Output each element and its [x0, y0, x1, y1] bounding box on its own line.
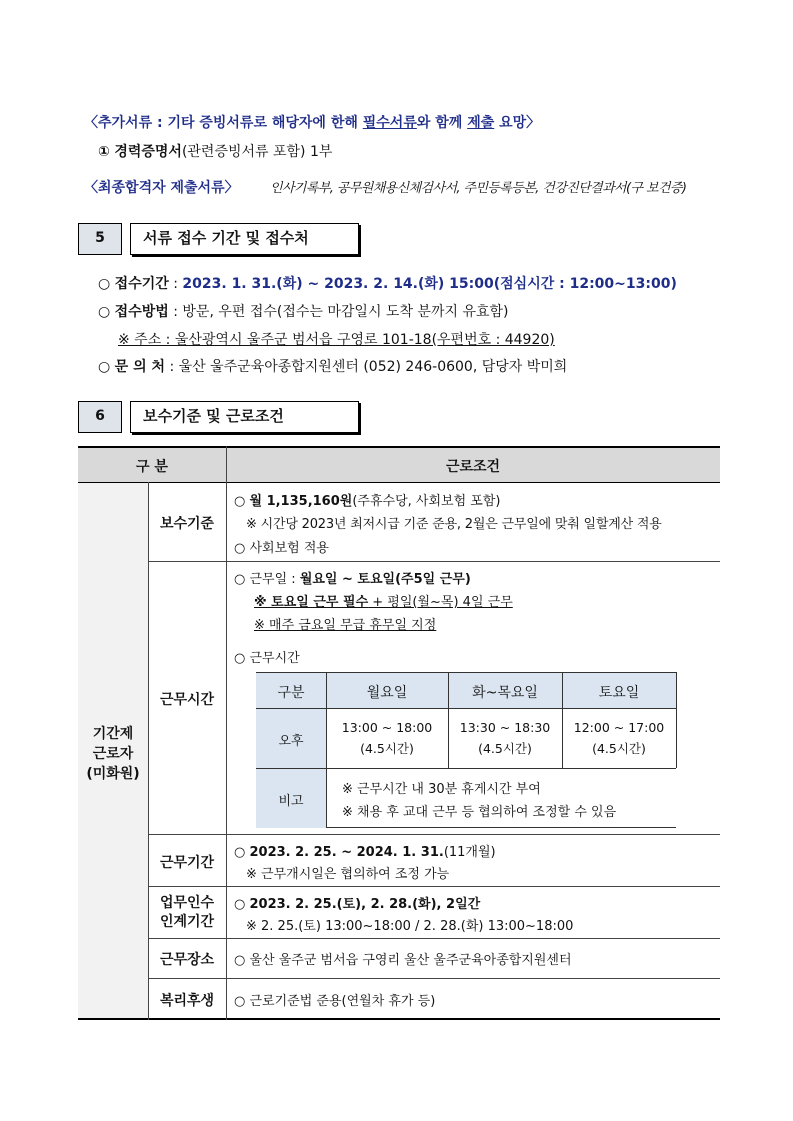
section5-title-box — [130, 223, 359, 255]
sched-dur-mon: (4.5시간) — [360, 741, 414, 756]
section6-title: 보수기준 및 근로조건 — [143, 407, 284, 425]
final-docs-list: 인사기록부, 공무원채용신체검사서, 주민등록등본, 건강진단결과서(구 보건증) — [270, 181, 687, 196]
hours-line2: ※ 토요일 근무 필수 + 평일(월~목) 4일 근무 — [254, 595, 513, 610]
welfare-label: 복리후생 — [159, 993, 215, 1009]
sched-header-1: 월요일 — [366, 685, 408, 701]
sched-dur-sat: (4.5시간) — [592, 741, 646, 756]
period-line2: ※ 근무개시일은 협의하여 조정 가능 — [246, 867, 450, 882]
sched-time-mon: 13:00 ~ 18:00 — [341, 720, 433, 735]
hours-line4: ○ 근무시간 — [234, 651, 300, 666]
hours-label: 근무시간 — [159, 692, 215, 708]
pay-line2: ※ 시간당 2023년 최저시급 기준 준용, 2월은 근무일에 맞춰 일할계산 적용 — [246, 517, 662, 532]
section5-number: 5 — [78, 223, 122, 255]
extra-docs-item: ① 경력증명서(관련증빙서류 포함) 1부 — [98, 144, 333, 160]
place-value: ○ 울산 울주군 범서읍 구영리 울산 울주군육아종합지원센터 — [234, 953, 572, 968]
period-label: 근무기간 — [159, 855, 215, 871]
pay-line3: ○ 사회보험 적용 — [234, 541, 329, 556]
period-line1: ○ 2023. 2. 25. ~ 2024. 1. 31.(11개월) — [234, 845, 496, 860]
hours-line3: ※ 매주 금요일 무급 휴무일 지정 — [254, 618, 437, 633]
section6-title-box — [130, 401, 359, 433]
pay-line1: ○ 월 1,135,160원(주휴수당, 사회보험 포함) — [234, 494, 501, 509]
sched-row-label: 오후 — [278, 734, 304, 749]
sched-time-sat: 12:00 ~ 17:00 — [573, 720, 665, 735]
hours-line1: ○ 근무일 : 월요일 ~ 토요일(주5일 근무) — [234, 572, 471, 587]
handover-line2: ※ 2. 25.(토) 13:00~18:00 / 2. 28.(화) 13:00~18:00 — [246, 919, 574, 934]
header-category: 구 분 — [136, 459, 168, 475]
section5-address: ※ 주소 : 울산광역시 울주군 범서읍 구영로 101-18(우편번호 : 44920) — [118, 332, 555, 348]
header-conditions: 근로조건 — [445, 459, 501, 475]
place-label: 근무장소 — [159, 952, 215, 968]
sched-dur-tue-thu: (4.5시간) — [478, 741, 532, 756]
section5-method: ○ 접수방법 : 방문, 우편 접수(접수는 마감일시 도착 분까지 유효함) — [98, 304, 509, 320]
final-docs-header: 〈최종합격자 제출서류〉 — [84, 180, 239, 196]
schedule-table — [256, 672, 676, 828]
sched-header-0: 구분 — [277, 685, 305, 701]
handover-line1: ○ 2023. 2. 25.(토), 2. 28.(화), 2일간 — [234, 897, 481, 912]
section5-title: 서류 접수 기간 및 접수처 — [143, 229, 309, 247]
conditions-table — [78, 446, 720, 1020]
sched-time-tue-thu: 13:30 ~ 18:30 — [459, 720, 551, 735]
section5-contact: ○ 문 의 처 : 울산 울주군육아종합지원센터 (052) 246-0600, 담당자 박미희 — [98, 359, 568, 375]
welfare-value: ○ 근로기준법 준용(연월차 휴가 등) — [234, 994, 436, 1009]
section6-number: 6 — [78, 401, 122, 433]
note-label: 비고 — [278, 794, 304, 809]
extra-docs-header: 〈추가서류 : 기타 증빙서류로 해당자에 한해 필수서류와 함께 제출 요망〉 — [84, 115, 541, 131]
note-line1: ※ 근무시간 내 30분 휴게시간 부여 — [342, 782, 541, 797]
handover-label: 업무인수 인계기간 — [159, 895, 215, 930]
sched-header-2: 화~목요일 — [472, 685, 538, 701]
note-line2: ※ 채용 후 교대 근무 등 협의하여 조정할 수 있음 — [342, 805, 617, 820]
sched-header-3: 토요일 — [598, 685, 640, 701]
section5-period: ○ 접수기간 : 2023. 1. 31.(화) ~ 2023. 2. 14.(화) 15:00(점심시간 : 12:00~13:00) — [98, 276, 677, 292]
pay-label: 보수기준 — [159, 516, 215, 532]
row-group-label: 기간제 근로자 (미화원) — [86, 726, 140, 782]
